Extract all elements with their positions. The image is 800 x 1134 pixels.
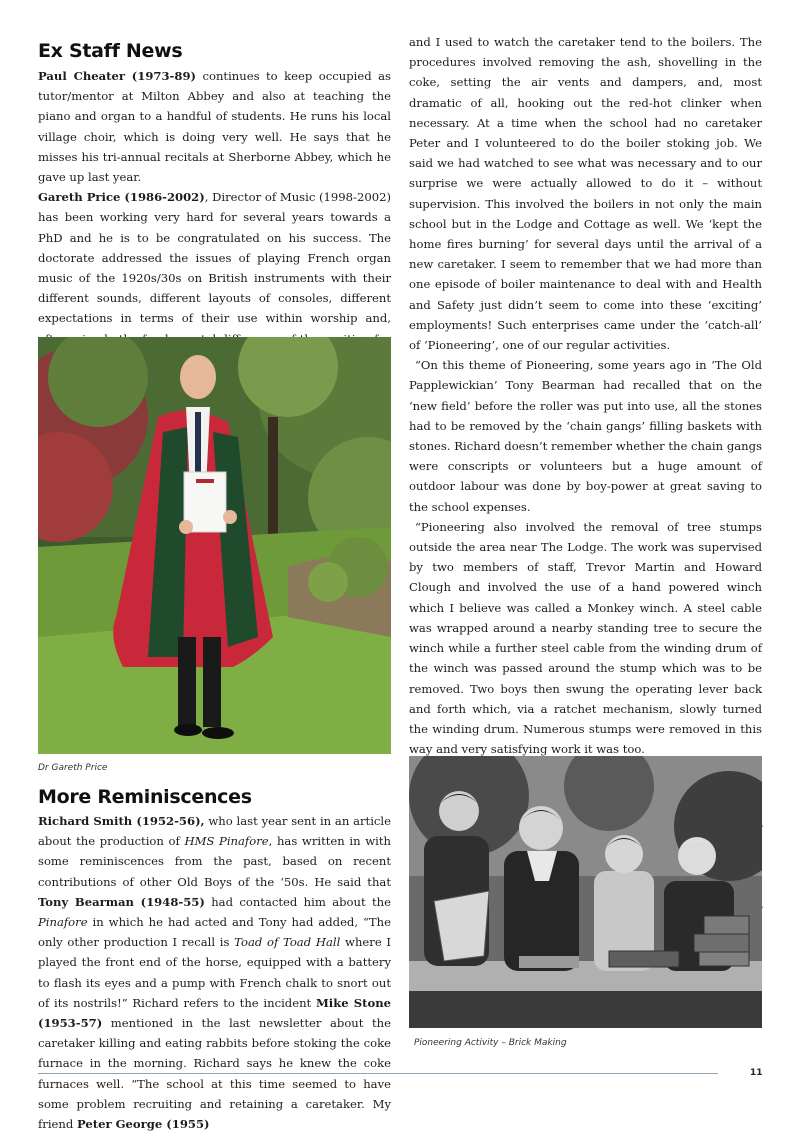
brick-making-photo [409, 756, 762, 1028]
gareth-price-photo [38, 337, 391, 754]
gareth-price-name: Gareth Price (1986-2002) [38, 190, 205, 205]
tony-bearman-name: Tony Bearman (1948-55) [38, 894, 205, 909]
photo-caption-gareth-price: Dr Gareth Price [38, 763, 108, 773]
paul-cheater-text: continues to keep occupied as tutor/mentor at Milton Abbey and also at teaching the piano and organ to a handful of students. He runs his local village choir, which is doing very well. He says that he misses his tri-annual recitals at Sherborne Abbey, which he gave up last year. [38, 69, 391, 185]
footer-rule [38, 1073, 718, 1074]
pinafore-title: Pinafore [38, 915, 88, 930]
reminiscences-text-4: in which he had acted and Tony had added, “The only other production I recall is [38, 915, 391, 950]
photo-caption-brick-making: Pioneering Activity – Brick Making [414, 1038, 567, 1048]
peter-george-name: Peter George (1955) [76, 1117, 210, 1132]
paul-cheater-name: Paul Cheater (1973-89) [38, 69, 196, 83]
reminiscences-text-6: mentioned in the last newsletter about the caretaker killing and eating rabbits before stoking the coke furnace in the morning. Richard says he knew the coke furnaces well. “The school at this time seemed to have some problem recruiting and retaining a caretaker. My friend [38, 1016, 391, 1132]
richard-smith-name: Richard Smith (1952-56), [38, 814, 205, 828]
boilers-paragraph: and I used to watch the caretaker tend to the boilers. The procedures involved removing the ash, shovelling in the coke, setting the air vents and dampers, and, most dramatic of all, hooking out the red-hot clinker when necessary. At a time when the school had no caretaker Peter and I volunteered to do the boiler stoking job. We said we had watched to see what was necessary and to our surprise we were actually allowed to do it – without supervision. This involved the boilers in not only the main school but in the Lodge and Cottage as well. We ‘kept the home fires burning’ for several days until the arrival of a new caretaker. I seem to remember that we had more than one episode of boiler maintenance to deal with and Health and Safety just didn’t seem to come into these ‘exciting’ employments! Such enterprises came under the ‘catch-all’ of ‘Pioneering’, one of our regular activities. [409, 35, 762, 353]
toad-of-toad-hall-title: Toad of Toad Hall [234, 935, 341, 950]
hms-pinafore-title: HMS Pinafore [184, 834, 269, 849]
tree-stumps-paragraph: “Pioneering also involved the removal of tree stumps outside the area near The Lodge. The work was supervised by two members of staff, Trevor Martin and Howard Clough and involved the use of a hand powered winch which I believe was called a Monkey winch. A steel cable was wrapped around a nearby standing tree to secure the winch while a further steel cable from the winding drum of the winch was passed around the stump which was to be removed. Two boys then swung the operating lever back and forth which, via a ratchet mechanism, slowly turned the winding drum. Numerous stumps were removed in this way and very satisfying work it was too. [409, 519, 762, 757]
gareth-price-text: , Director of Music (1998-2002) has been working very hard for several years towards a PhD and he is to be congratulated on his success. The doctorate addressed the issues of playing French organ music of the 1920s/30s on British instruments with their different sounds, different layouts of consoles, different expectations in terms of their use within worship and, [38, 190, 391, 326]
reminiscences-text-2: , has written in with some reminiscences from the past, based on recent contributions of other Old Boys of the ‘50s. He said that [38, 834, 391, 889]
more-reminiscences-heading: More Reminiscences [38, 786, 252, 808]
reminiscences-text-3: had contacted him about the [204, 894, 391, 909]
ex-staff-news-heading: Ex Staff News [38, 40, 183, 62]
page-number: 11 [750, 1068, 763, 1078]
reminiscences-text-5: where I played the front end of the horse, equipped with a battery to flash its eyes and a pump with French chalk to snort out of its nostrils!” Richard refers to the incident [38, 935, 391, 1010]
pioneering-paragraph: “On this theme of Pioneering, some years ago in ‘The Old Papplewickian’ Tony Bearman had recalled that on the ‘new field’ before the roller was put into use, all the stones had to be removed by the ‘chain gangs’ filling baskets with stones. Richard doesn’t remember whether the chain gangs were conscripts or volunteers but a huge amount of outdoor labour was done by boy-power at great saving to the school expenses. [409, 358, 762, 514]
mike-stone-name: Mike Stone (1953-57) [38, 995, 391, 1031]
reminiscences-text-1: who last year sent in an article about the production of [38, 814, 391, 849]
paul-cheater-paragraph [38, 66, 391, 187]
reminiscences-paragraph [38, 811, 391, 1134]
more-reminiscences-body [38, 811, 391, 1134]
